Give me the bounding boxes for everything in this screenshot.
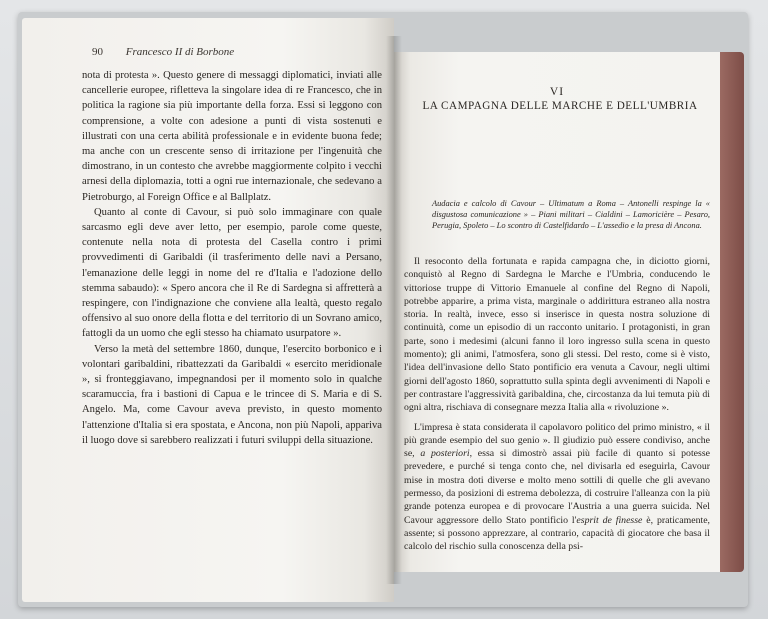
italic-run: esprit de finesse (576, 514, 643, 526)
paragraph: Il resoconto della fortunata e rapida campagna che, in diciotto giorni, conquistò al Regno di Sardegna le Marche e l'Umbria, conducendo le vittoriose truppe di Vittorio Emanuele al confine del Regno di Napoli, potrebbe apparire, a prima vista, marginale o addirittura estraneo alla nostra storia. In realtà, invece, esso si inserisce in questa nostra soluzione di continuità, come un episodio di un racconto unitario. I protagonisti, in gran parte, sono i medesimi (alcuni fanno il loro ingresso sulla scena in questo momento); gli animi, l'atmosfera, sono gli stessi. Del resto, come si è visto, l'idea dell'invasione dello Stato pontificio era venuta a Cavour, negli ultimi giorni dell'agosto 1860, soprattutto sulla spinta degli avvenimenti di Napoli e per contrastare l'aggressività garibaldina, che, circostanza da lui temuta più di ogni altra, rischiava di consegnare mezza Italia alla « rivoluzione ». (404, 256, 710, 414)
running-head (92, 46, 234, 58)
chapter-number: VI (549, 86, 565, 98)
chapter-summary: Audacia e calcolo di Cavour – Ultimatum a Roma – Antonelli respinge la « disgustosa comunicazione » – Piani militari – Cialdini – Lamoricière – Pesaro, Perugia, Spoleto – Lo scontro di Castelfidardo – L'assedio e la presa di Ancona. (432, 199, 710, 231)
book-gutter-shadow (386, 36, 402, 584)
italic-run: a posteriori (420, 448, 470, 460)
right-body-text (404, 255, 710, 554)
left-page (22, 18, 394, 602)
paragraph: Verso la metà del settembre 1860, dunque, l'esercito borbonico e i volontari garibaldini, ribattezzati da Garibaldi « esercito meridionale », si fronteggiavano, impegnandosi per il momento solo in qualche scaramuccia, fra i bastioni di Capua e le trincee di S. Maria e di S. Angelo. Ma, come Cavour aveva previsto, in questo momento l'attenzione d'Italia si era spostata, e Ancona, non più Napoli, appariva il luogo dove si sarebbero realizzati i futuri sviluppi della situazione. (82, 343, 382, 446)
left-body-text (82, 68, 382, 448)
text-run: L'impresa è stata considerata il capolavoro politico del primo ministro, « il più grande esempio del suo genio ». Il giudizio può essere condiviso, anche se, (404, 421, 710, 460)
paragraph (404, 421, 710, 554)
right-page (394, 52, 720, 572)
book-cover-spine-edge (720, 52, 744, 572)
page-number: 90 (92, 46, 103, 58)
text-run: , essa si dimostrò assai più facile di quanto si potesse prevedere, e purché si tenga conto che, nel divisarla ed eseguirla, Cavour mise in mostra doti diverse e molto meno sottili di quelle che gli avevano permesso, da posizioni di estrema debolezza, di costruire l'alleanza con la più grande potenza europea e di provocare l'Austria a una guerra suicida. Nel Cavour aggressore dello Stato pontificio l' (404, 448, 711, 526)
text-run: è, praticamente, assente; si possono apprezzare, al contrario, capacità di giocatore che basa il calcolo del rischio sulla conoscenza della psi- (404, 514, 710, 553)
paragraph: nota di protesta ». Questo genere di messaggi diplomatici, inviati alle cancellerie europee, rifletteva la singolare idea di re Francesco, che in politica la ragione sia più importante della forza. Essi si leggono con comprensione, a volte con adesione a punti di vista sostenuti e illustrati con una certa abilità professionale e in evidente buona fede; ma anche con un crescente senso di irritazione per l'ingenuità che dimostrano, in un contesto che avrebbe maggiormente colpito i vecchi arnesi della diplomazia, totti a ogni rue internazionale, che sedevano a Pietroburgo, al Foreign Office e al Ballplatz. (82, 70, 382, 203)
running-title: Francesco II di Borbone (125, 46, 235, 58)
paragraph: Quanto al conte di Cavour, si può solo immaginare con quale sarcasmo egli deve aver letto, per esempio, parole come queste, contenute nella nota di protesta del Casella contro i primi provvedimenti di Garibaldi (il trasferimento delle navi a Persano, l'emanazione delle leggi in nome del re d'Italia e l'adozione dello stemma sabaudo): « Spero ancora che il Re di Sardegna si affretterà a respingere, con l'indignazione che conviene alla lealtà, questo regalo offensivo al suo onore della flotta e del territorio di un Sovrano amico, fattogli da un uomo che egli stesso ha chiamato usurpatore ». (82, 206, 382, 340)
chapter-title: LA CAMPAGNA DELLE MARCHE E DELL'UMBRIA (422, 100, 698, 112)
